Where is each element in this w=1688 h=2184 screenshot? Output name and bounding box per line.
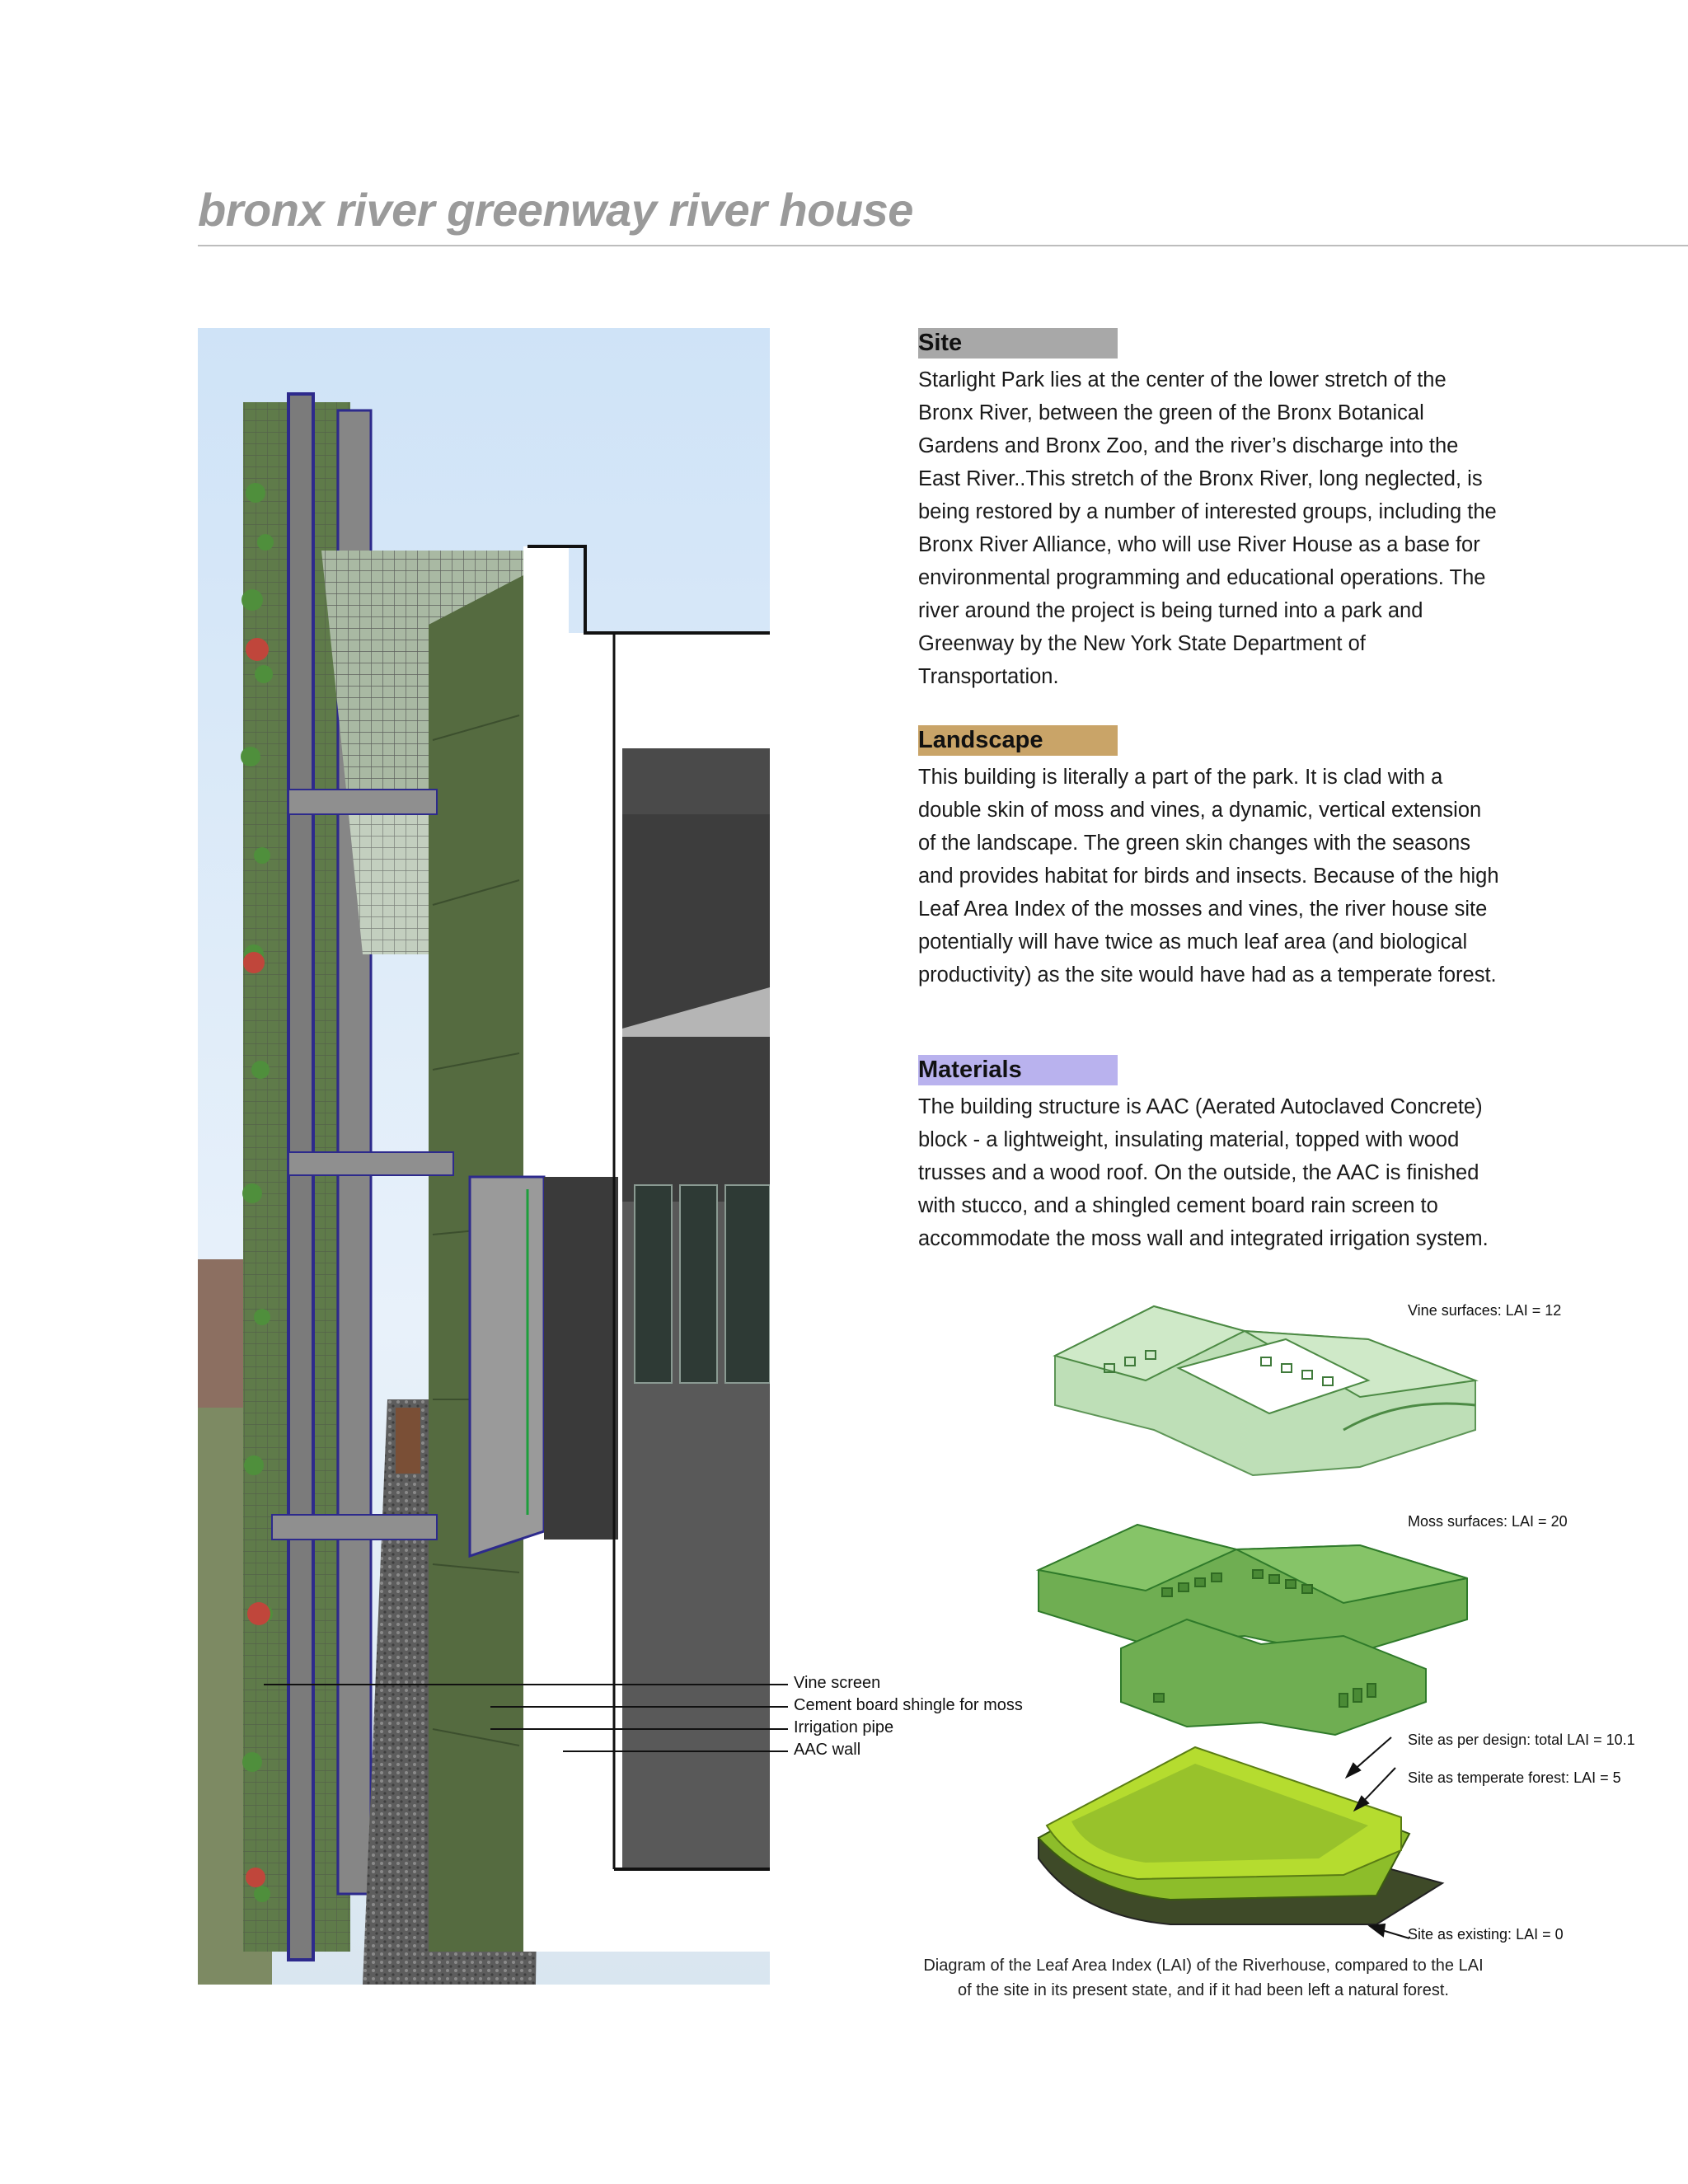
vine-layer <box>1055 1306 1475 1475</box>
label-moss-lai: Moss surfaces: LAI = 20 <box>1408 1513 1568 1530</box>
site-layers <box>1039 1747 1442 1924</box>
title-divider <box>198 245 1688 246</box>
caption-line-1: Diagram of the Leaf Area Index (LAI) of the Riverhouse, compared to the LAI <box>923 1957 1484 1975</box>
site-section <box>918 328 1503 693</box>
site-heading: Site <box>918 328 1118 359</box>
lai-diagram <box>1014 1290 1640 1949</box>
label-vine-lai: Vine surfaces: LAI = 12 <box>1408 1302 1562 1319</box>
materials-section <box>918 1055 1503 1255</box>
callout-vine-screen: Vine screen <box>794 1674 881 1692</box>
callout-aac-wall: AAC wall <box>794 1741 861 1759</box>
label-existing-lai: Site as existing: LAI = 0 <box>1408 1926 1564 1943</box>
landscape-heading: Landscape <box>918 725 1118 756</box>
label-forest-lai: Site as temperate forest: LAI = 5 <box>1408 1769 1621 1786</box>
label-design-lai: Site as per design: total LAI = 10.1 <box>1408 1732 1635 1748</box>
materials-body: The building structure is AAC (Aerated Autoclaved Concrete) block - a lightweight, insulating material, topped with wood trusses and a wood roof. On the outside, the AAC is finished with stucco, and a shingled cement board rain screen to accommodate the moss wall and integrated irrigation system. <box>918 1095 1489 1250</box>
landscape-body: This building is literally a part of the park. It is clad with a double skin of moss and vines, a dynamic, vertical extension of the landscape. The green skin changes with the seasons and provides habitat for birds and insects. Because of the high Leaf Area Index of the mosses and vines, the river house site potentially will have twice as much leaf area (and biological productivity) as the site would have had as a temperate forest. <box>918 766 1499 987</box>
lai-caption <box>907 1953 1500 2003</box>
landscape-section <box>918 725 1503 991</box>
moss-layer <box>1039 1525 1467 1735</box>
page-title: bronx river greenway river house <box>198 184 913 236</box>
callout-irrigation-pipe: Irrigation pipe <box>794 1718 894 1736</box>
callout-cement-board: Cement board shingle for moss <box>794 1696 1023 1714</box>
site-body: Starlight Park lies at the center of the lower stretch of the Bronx River, between the green of the Bronx Botanical Gardens and Bronx Zoo, and the river’s discharge into the East River..This stretch of the Bronx River, long neglected, is being restored by a number of interested groups, including the Bronx River Alliance, who will use River House as a base for environmental programming and educational operations. The river around the project is being turned into a park and Greenway by the New York State Department of Transportation. <box>918 368 1497 688</box>
wall-section-illustration <box>198 328 770 1985</box>
caption-line-2: of the site in its present state, and if it had been left a natural forest. <box>958 1981 1449 1999</box>
materials-heading: Materials <box>918 1055 1118 1085</box>
